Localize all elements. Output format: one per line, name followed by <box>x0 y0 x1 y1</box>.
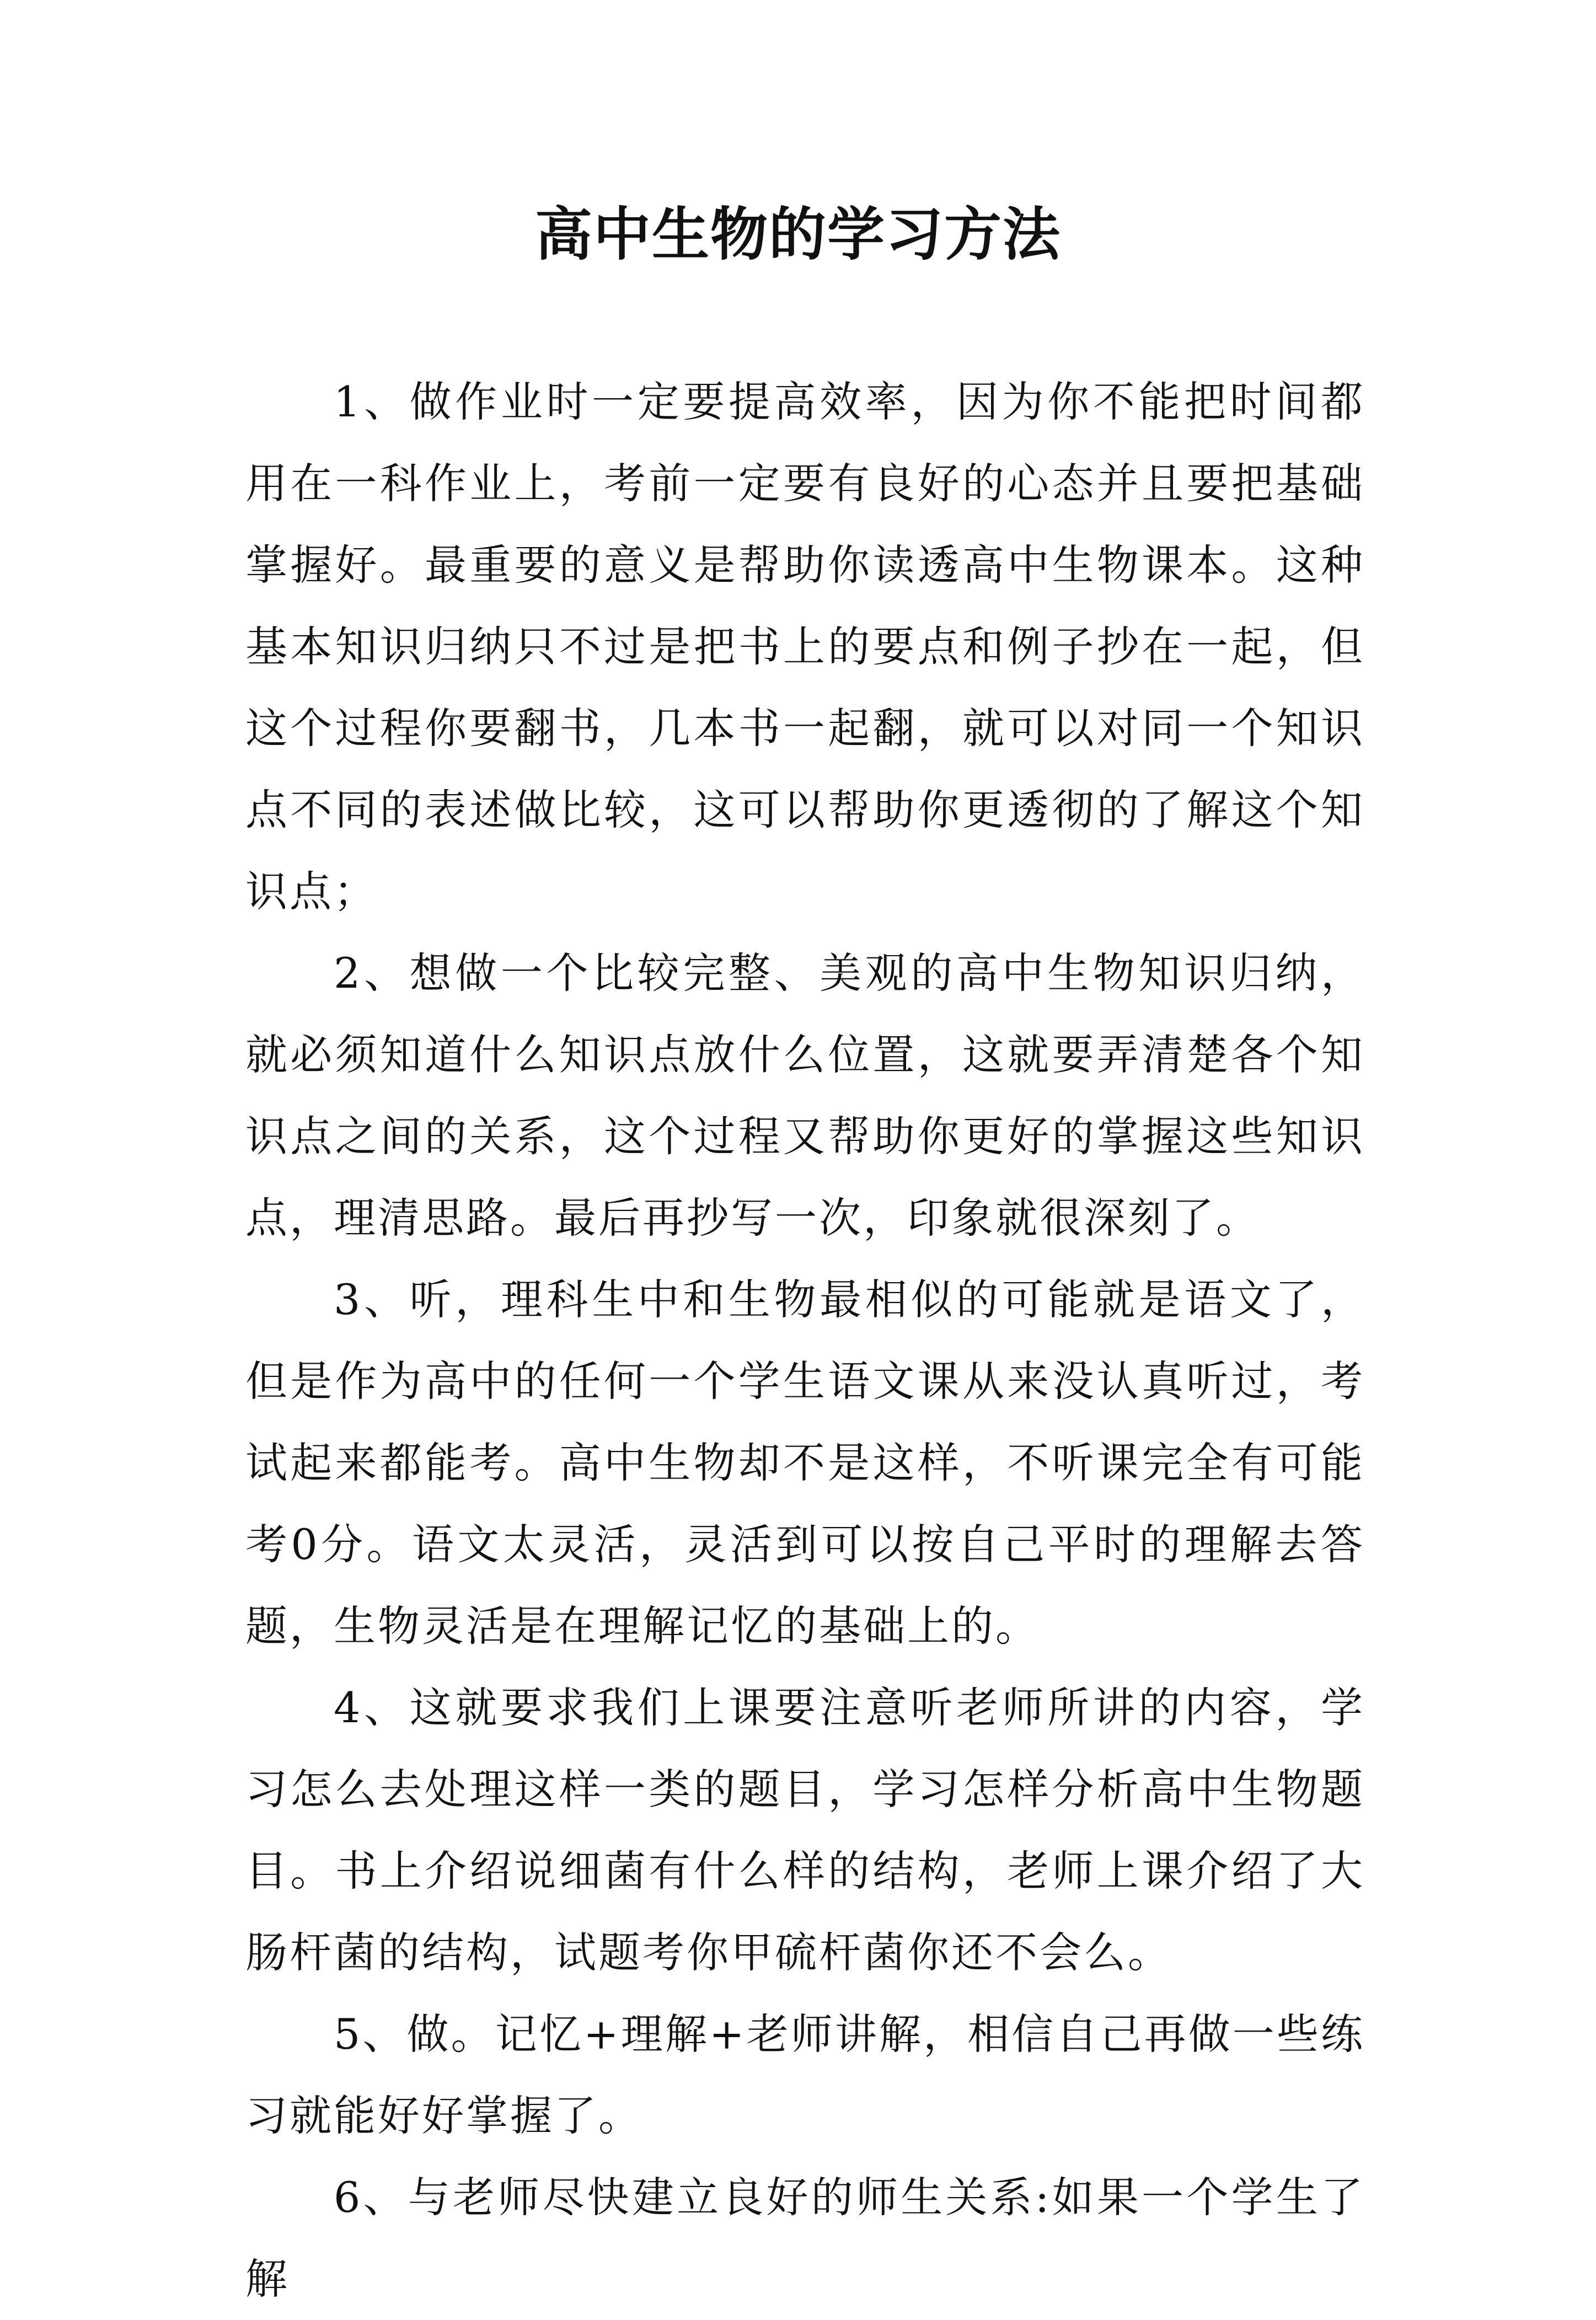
paragraph-6: 6、与老师尽快建立良好的师生关系:如果一个学生了解 <box>245 2173 1365 2303</box>
paragraph-2: 2、想做一个比较完整、美观的高中生物知识归纳，就必须知道什么知识点放什么位置，这就要弄清楚各个知识点之间的关系，这个过程又帮助你更好的掌握这些知识点，理清思路。最后再抄写一次，印象就很深刻了。 <box>245 949 1365 1242</box>
document-title: 高中生物的学习方法 <box>534 200 1061 268</box>
paragraph-4: 4、这就要求我们上课要注意听老师所讲的内容，学习怎么去处理这样一类的题目，学习怎样分析高中生物题目。书上介绍说细菌有什么样的结构，老师上课介绍了大肠杆菌的结构，试题考你甲硫杆菌你还不会么。 <box>245 1683 1365 1977</box>
paragraph-5: 5、做。记忆+理解+老师讲解，相信自己再做一些练习就能好好掌握了。 <box>245 2010 1365 2140</box>
paragraph-3: 3、听，理科生中和生物最相似的可能就是语文了，但是作为高中的任何一个学生语文课从来没认真听过，考试起来都能考。高中生物却不是这样，不听课完全有可能考0分。语文太灵活，灵活到可以按自己平时的理解去答题，生物灵活是在理解记忆的基础上的。 <box>245 1275 1365 1651</box>
paragraph-1: 1、做作业时一定要提高效率，因为你不能把时间都用在一科作业上，考前一定要有良好的心态并且要把基础掌握好。最重要的意义是帮助你读透高中生物课本。这种基本知识归纳只不过是把书上的要点和例子抄在一起，但这个过程你要翻书，几本书一起翻，就可以对同一个知识点不同的表述做比较，这可以帮助你更透彻的了解这个知识点； <box>245 377 1365 916</box>
document-body <box>245 361 1365 2320</box>
